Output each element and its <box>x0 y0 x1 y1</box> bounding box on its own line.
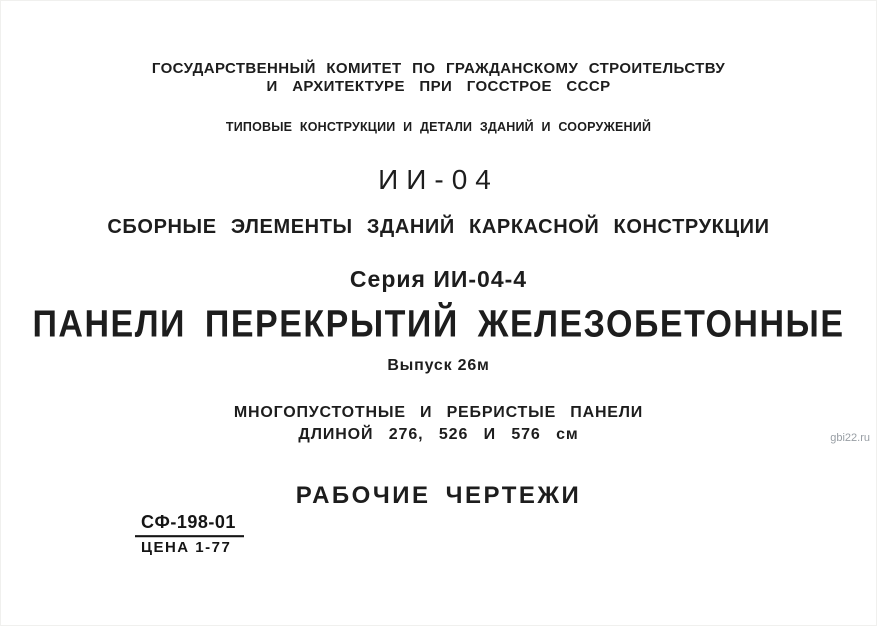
series-label: Серия ИИ-04-4 <box>349 266 528 292</box>
site-watermark: gbi22.ru <box>830 432 870 444</box>
document-code: ИИ-04 <box>378 164 499 195</box>
committee-header-line1: ГОСУДАРСТВЕННЫЙ КОМИТЕТ ПО ГРАЖДАНСКОМУ СТРОИТЕЛЬСТВУ <box>151 60 726 77</box>
committee-header-line2: И АРХИТЕКТУРЕ ПРИ ГОССТРОЕ СССР <box>266 78 611 95</box>
main-title: ПАНЕЛИ ПЕРЕКРЫТИЙ ЖЕЛЕЗОБЕТОННЫЕ <box>32 303 845 346</box>
document-subtitle: СБОРНЫЕ ЭЛЕМЕНТЫ ЗДАНИЙ КАРКАСНОЙ КОНСТРУКЦИИ <box>107 216 770 238</box>
working-drawings-label: РАБОЧИЕ ЧЕРТЕЖИ <box>295 482 582 509</box>
stamp-code: СФ-198-01 <box>135 511 244 537</box>
issue-label: Выпуск 26м <box>387 357 490 374</box>
collection-title: ТИПОВЫЕ КОНСТРУКЦИИ И ДЕТАЛИ ЗДАНИЙ И СООРУЖЕНИЙ <box>225 120 652 134</box>
price-stamp <box>135 511 244 556</box>
description-line1: МНОГОПУСТОТНЫЕ И РЕБРИСТЫЕ ПАНЕЛИ <box>233 404 644 421</box>
stamp-price: ЦЕНА 1-77 <box>141 539 232 556</box>
description-line2: ДЛИНОЙ 276, 526 И 576 см <box>298 426 579 443</box>
